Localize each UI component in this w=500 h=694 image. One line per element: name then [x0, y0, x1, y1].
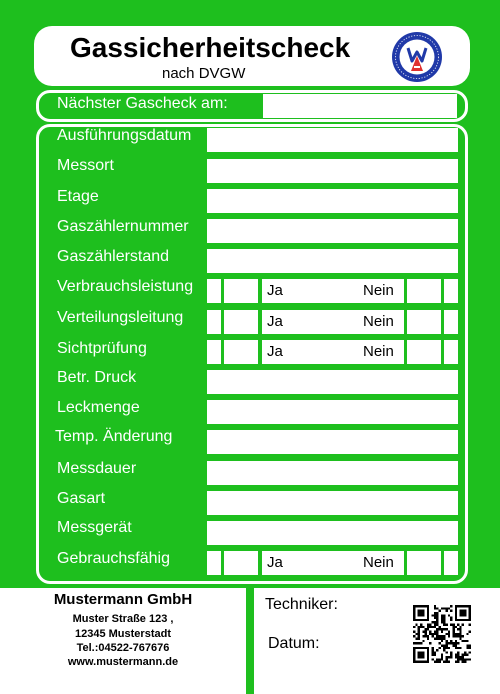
- dvgw-seal-icon: [391, 31, 443, 83]
- field-label: Gebrauchsfähig: [57, 550, 170, 567]
- company-name: Mustermann GmbH: [53, 591, 193, 608]
- checkbox-yes-left[interactable]: [207, 279, 221, 303]
- yes-label: Ja: [267, 554, 283, 571]
- footer-divider: [246, 588, 254, 694]
- yes-label: Ja: [267, 313, 283, 330]
- field-label: Verteilungsleitung: [57, 309, 184, 326]
- field-input[interactable]: [207, 159, 458, 183]
- yes-no-field: [262, 310, 404, 334]
- yes-no-field: [262, 551, 404, 575]
- field-label: Gasart: [57, 490, 106, 507]
- yes-no-field: [262, 340, 404, 364]
- field-input[interactable]: [207, 461, 458, 485]
- field-label: Ausführungsdatum: [57, 127, 192, 144]
- checkbox-yes[interactable]: [224, 551, 258, 575]
- checkbox-no-right[interactable]: [444, 551, 458, 575]
- company-phone: Tel.:04522-767676: [76, 642, 170, 654]
- technician-label: Techniker:: [265, 596, 338, 613]
- checkbox-yes-left[interactable]: [207, 310, 221, 334]
- field-input[interactable]: [207, 370, 458, 394]
- checkbox-yes-left[interactable]: [207, 551, 221, 575]
- yes-label: Ja: [267, 282, 283, 299]
- checkbox-yes-left[interactable]: [207, 340, 221, 364]
- field-label: Messort: [57, 157, 114, 174]
- checkbox-no[interactable]: [407, 551, 441, 575]
- no-label: Nein: [363, 313, 394, 330]
- field-input[interactable]: [207, 430, 458, 454]
- field-input[interactable]: [207, 491, 458, 515]
- field-label: Verbrauchsleistung: [57, 278, 194, 295]
- field-input[interactable]: [207, 400, 458, 424]
- checkbox-yes[interactable]: [224, 279, 258, 303]
- company-city: 12345 Musterstadt: [75, 628, 171, 640]
- checkbox-no-right[interactable]: [444, 340, 458, 364]
- checkbox-no[interactable]: [407, 279, 441, 303]
- field-label: Etage: [57, 188, 99, 205]
- field-label: Leckmenge: [57, 399, 140, 416]
- field-label: Gaszählerstand: [57, 248, 170, 265]
- field-label: Sichtprüfung: [57, 340, 147, 357]
- checkbox-no[interactable]: [407, 340, 441, 364]
- field-input[interactable]: [207, 249, 458, 273]
- no-label: Nein: [363, 554, 394, 571]
- company-web: www.mustermann.de: [67, 656, 179, 668]
- checkbox-no-right[interactable]: [444, 310, 458, 334]
- qr-code-icon: [413, 605, 471, 663]
- page-subtitle: nach DVGW: [162, 65, 246, 82]
- checkbox-yes[interactable]: [224, 340, 258, 364]
- field-label: Betr. Druck: [57, 369, 137, 386]
- next-check-field[interactable]: [263, 94, 457, 118]
- next-check-label: Nächster Gascheck am:: [57, 95, 228, 112]
- checkbox-yes[interactable]: [224, 310, 258, 334]
- no-label: Nein: [363, 282, 394, 299]
- no-label: Nein: [363, 343, 394, 360]
- field-label: Messdauer: [57, 460, 137, 477]
- yes-no-field: [262, 279, 404, 303]
- field-label: Messgerät: [57, 519, 132, 536]
- field-label: Temp. Änderung: [55, 428, 173, 445]
- field-input[interactable]: [207, 189, 458, 213]
- field-input[interactable]: [207, 521, 458, 545]
- yes-label: Ja: [267, 343, 283, 360]
- date-label: Datum:: [268, 635, 320, 652]
- field-label: Gaszählernummer: [57, 218, 189, 235]
- checkbox-no[interactable]: [407, 310, 441, 334]
- field-input[interactable]: [207, 219, 458, 243]
- company-street: Muster Straße 123 ,: [72, 613, 174, 625]
- checkbox-no-right[interactable]: [444, 279, 458, 303]
- field-input[interactable]: [207, 128, 458, 152]
- page-title: Gassicherheitscheck: [70, 32, 351, 63]
